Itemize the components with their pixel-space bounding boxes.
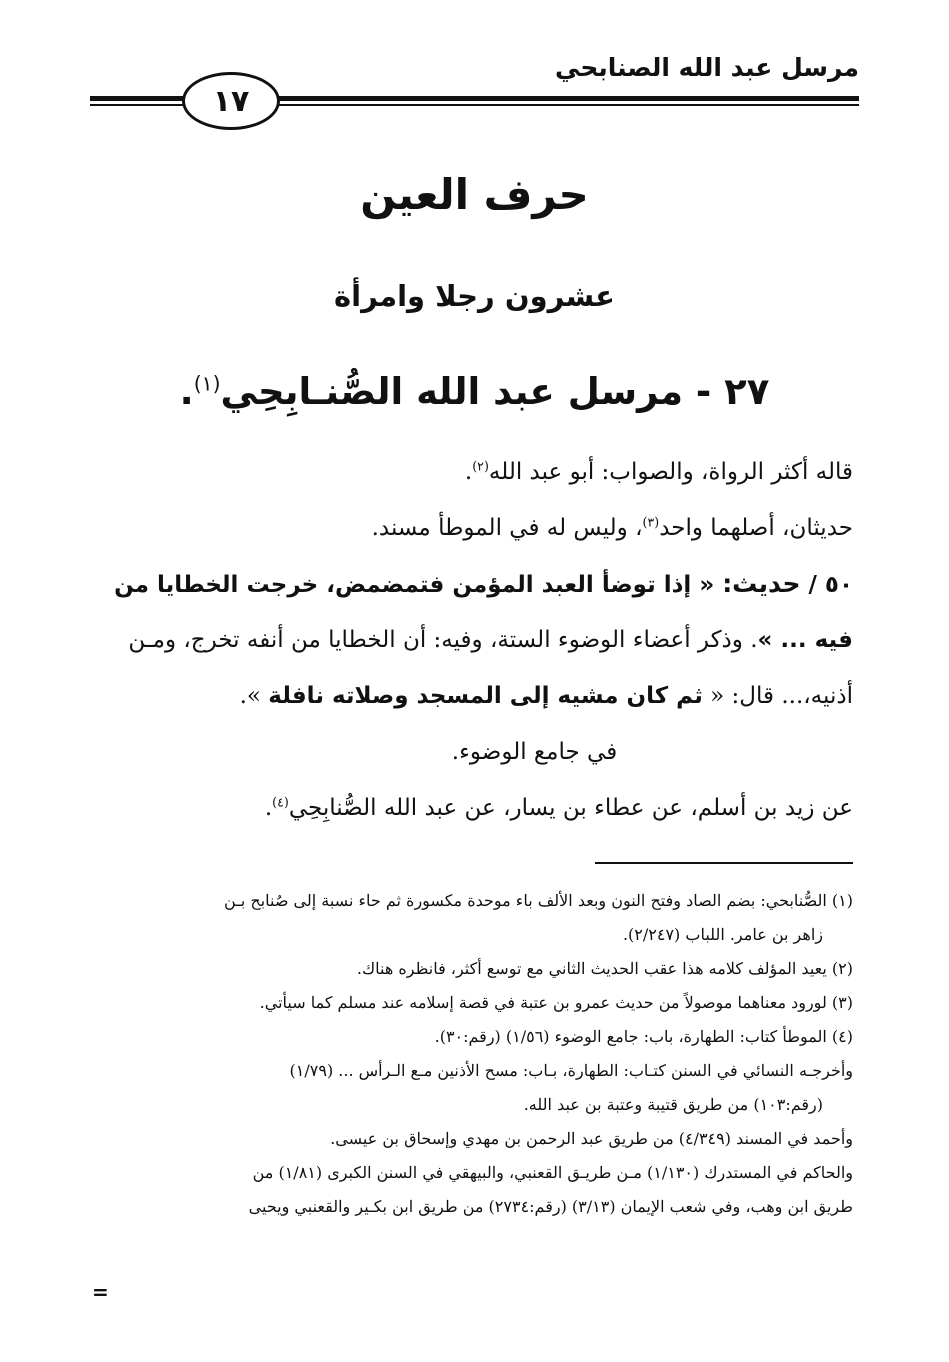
entry-title	[0, 366, 949, 418]
footnote-2: (٢) يعيد المؤلف كلامه هذا عقب الحديث الثاني مع توسع أكثر، فانظره هناك.	[356, 959, 853, 978]
hadith-line-2-rest: . وذكر أعضاء الوضوء الستة، وفيه: أن الخطايا من أنفه تخرج، ومـن	[128, 627, 758, 653]
chain-text: عن زيد بن أسلم، عن عطاء بن يسار، عن عبد الله الصُّنابِحِي	[288, 795, 853, 821]
chapter-title: حرف العين	[360, 170, 589, 219]
running-header-title: مرسل عبد الله الصنابحي	[555, 53, 859, 82]
hadith-label: حديث:	[722, 569, 801, 598]
body-line-2-b: ، وليس له في الموطأ مسند.	[371, 515, 643, 541]
continuation-mark: =	[92, 1280, 109, 1304]
hadith-line-3-a: أذنيه،... قال: «	[702, 683, 853, 709]
section-subtitle: عشرون رجلا وامرأة	[334, 279, 615, 313]
footnote-ref-3: (٣)	[642, 514, 660, 530]
page-number: ١٧	[182, 72, 280, 130]
body-line-2	[96, 500, 853, 556]
footnote-3: (٣) لورود معناهما موصولاً من حديث عمرو بن عتبة في قصة إسلامه عند مسلم كما سيأتي.	[259, 993, 853, 1012]
entry-title-end: .	[179, 370, 194, 413]
hadith-line-1	[96, 556, 853, 612]
footnote-4-line-4: وأحمد في المسند (٤/٣٤٩) من طريق عبد الرحمن بن مهدي وإسحاق بن عيسى.	[330, 1129, 853, 1148]
hadith-number: ٥٠ /	[800, 572, 853, 598]
footnote-1-cont: زاهر بن عامر. اللباب (٢/٢٤٧).	[622, 925, 823, 944]
footnote-4-line-6: طريق ابن وهب، وفي شعب الإيمان (٣/١٣) (رقم:٢٧٣٤) من طريق ابن بكـير والقعنبي ويحيى	[248, 1197, 853, 1216]
hadith-line-3	[96, 668, 853, 724]
hadith-line-3-bold: ثم كان مشيه إلى المسجد وصلاته نافلة	[268, 683, 703, 709]
hadith-line-3-b: ».	[239, 683, 269, 709]
chain-line	[96, 780, 853, 836]
hadith-line-2	[96, 612, 853, 668]
body-text	[96, 444, 853, 836]
body-line-1-text: قاله أكثر الرواة، والصواب: أبو عبد الله	[488, 459, 853, 485]
footnotes	[96, 884, 853, 1224]
footnote-ref-2: (٢)	[472, 458, 489, 474]
chain-end: .	[264, 795, 273, 821]
footnote-1: (١) الصُّنابحي: بضم الصاد وفتح النون وبعد الألف باء موحدة مكسورة ثم حاء نسبة إلى صُنابح بـن	[223, 891, 853, 910]
footnote-4-line-3: (رقم:١٠٣) من طريق قتيبة وعتبة بن عبد الله.	[523, 1095, 823, 1114]
body-line-1	[96, 444, 853, 500]
footnote-4: (٤) الموطأ كتاب: الطهارة، باب: جامع الوضوء (١/٥٦) (رقم:٣٠).	[434, 1027, 853, 1046]
footnote-ref-1: (١)	[193, 371, 221, 396]
location-line: في جامع الوضوء.	[451, 739, 618, 765]
footnote-4-line-5: والحاكم في المستدرك (١/١٣٠) مـن طريـق القعنبي، والبيهقي في السنن الكبرى (١/٨١) من	[252, 1163, 853, 1182]
hadith-line-2-bold: فيه ... »	[757, 627, 853, 653]
hadith-line-1-text: « إذا توضأ العبد المؤمن فتمضمض، خرجت الخطايا من	[114, 572, 723, 598]
footnote-4-line-2: وأخرجـه النسائي في السنن كتـاب: الطهارة، بـاب: مسح الأذنين مـع الـرأس ... (١/٧٩)	[289, 1061, 853, 1080]
body-line-2-a: حديثان، أصلهما واحد	[659, 515, 853, 541]
footnote-separator	[595, 862, 853, 864]
footnote-ref-4: (٤)	[272, 794, 289, 810]
body-line-1-end: .	[464, 459, 473, 485]
entry-title-text: ٢٧ - مرسل عبد الله الصُّنـابِحِي	[220, 370, 770, 413]
